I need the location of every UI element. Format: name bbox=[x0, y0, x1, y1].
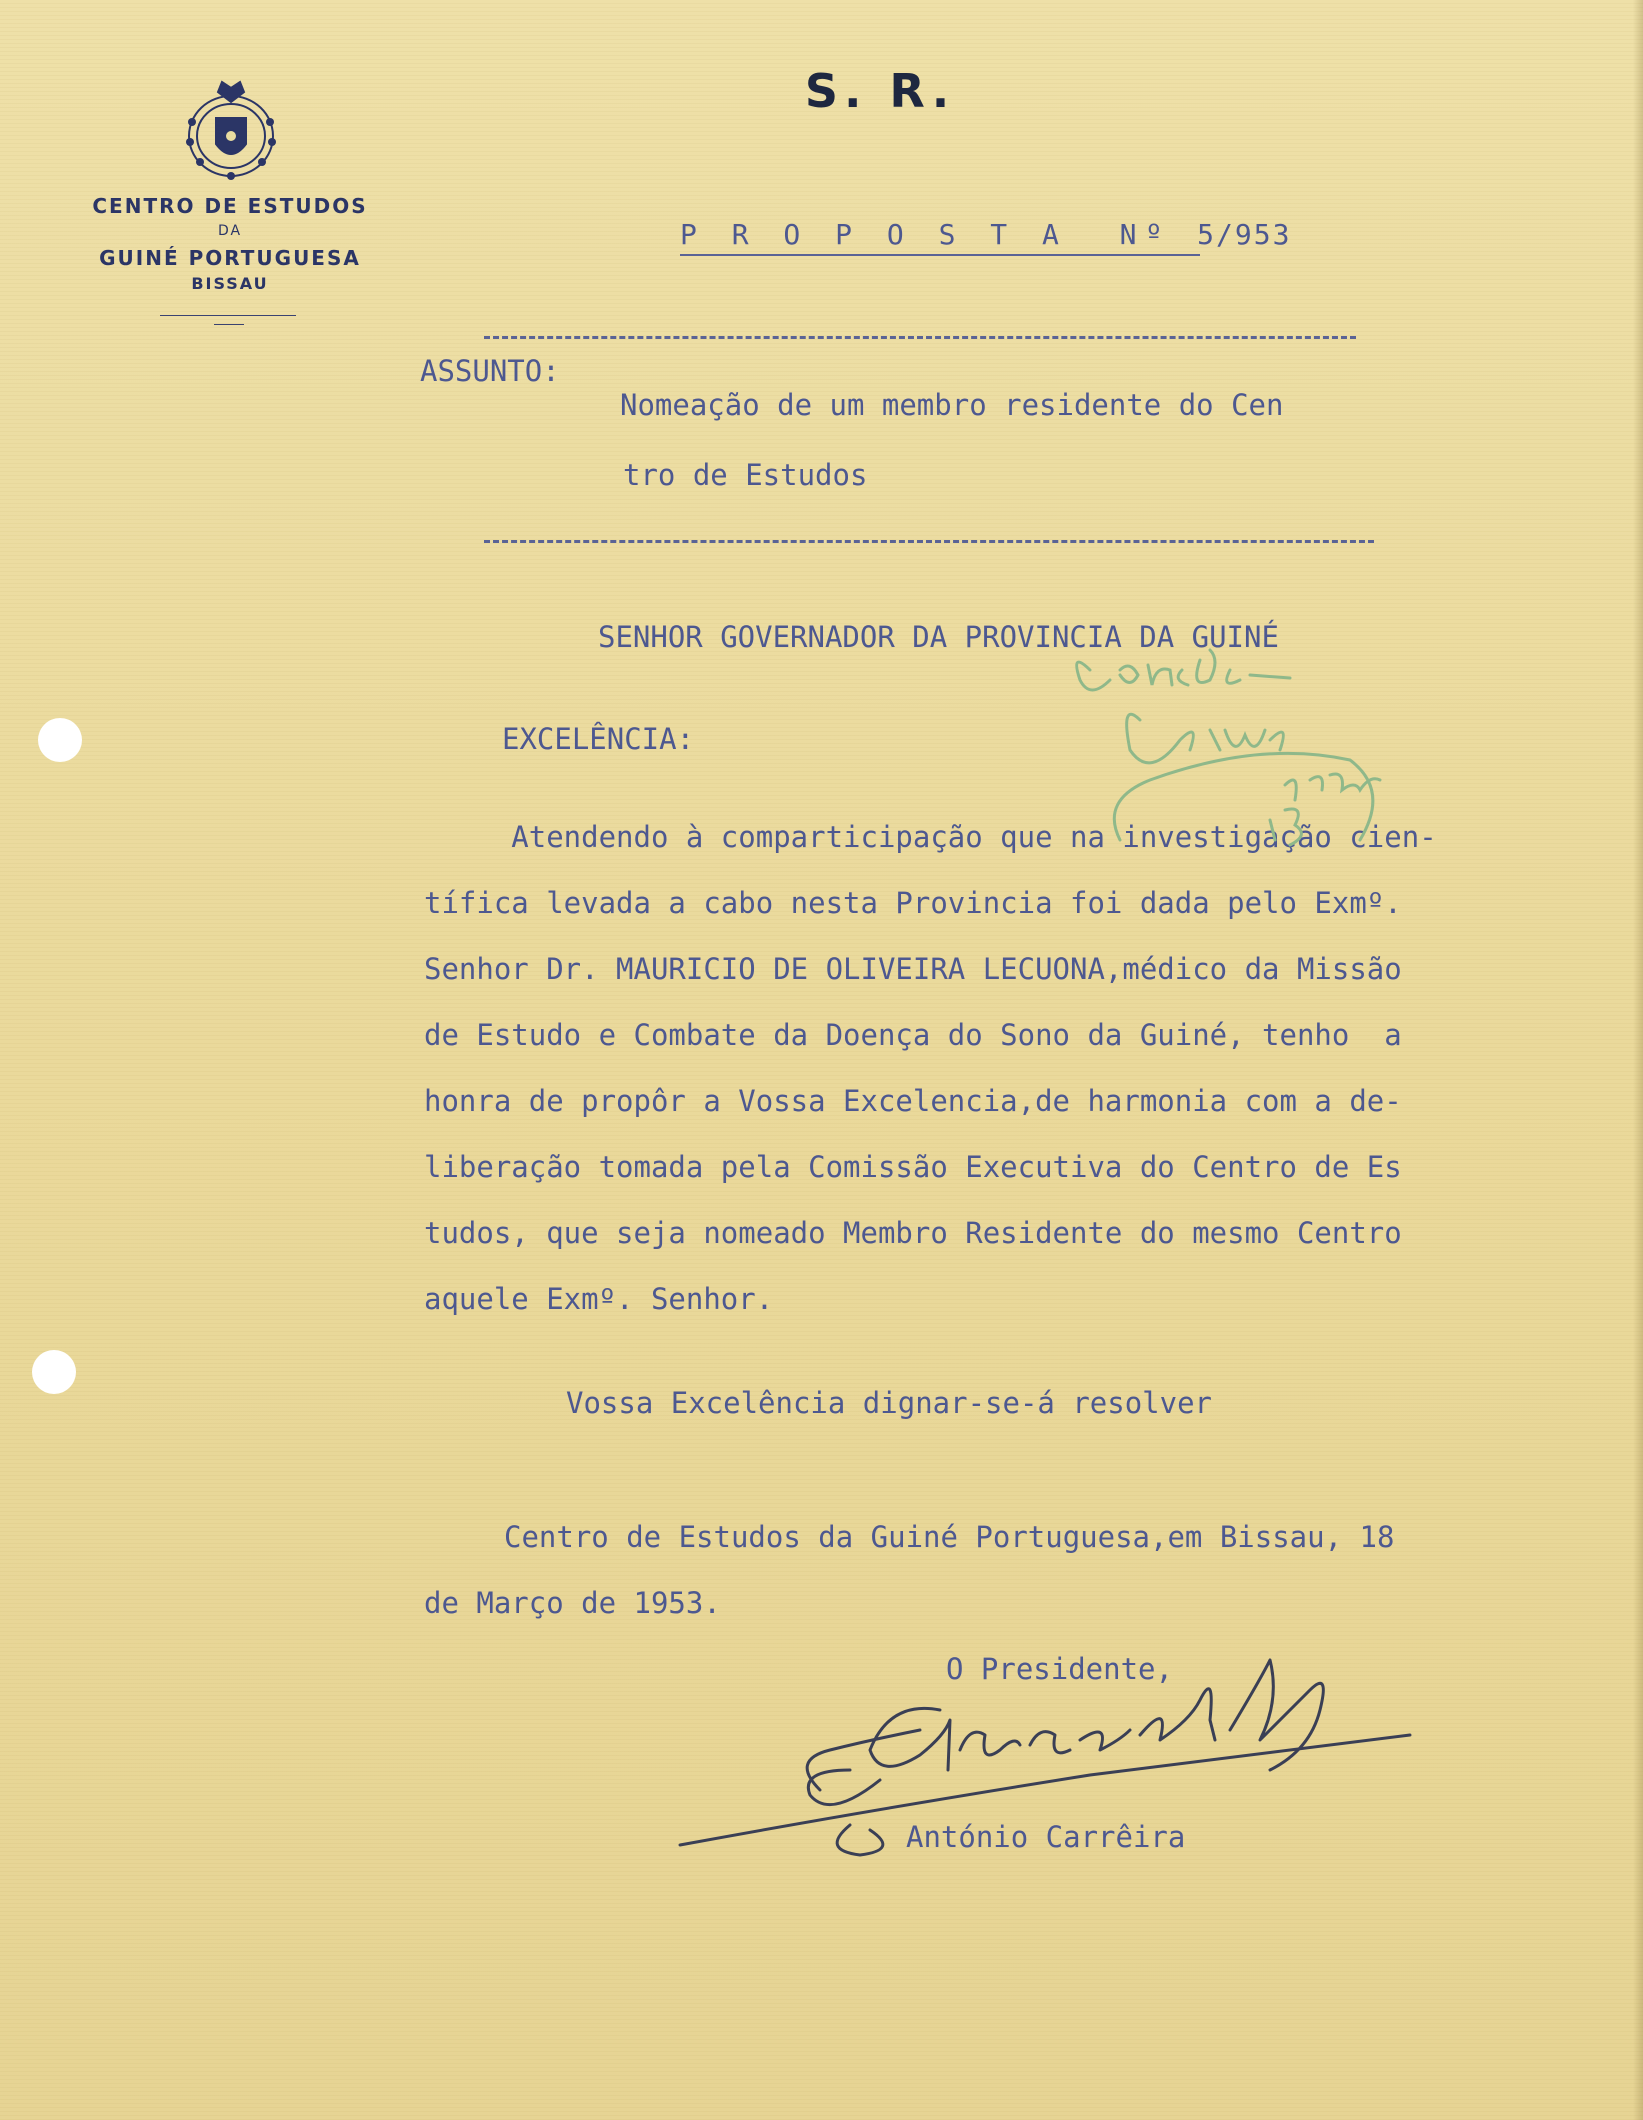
org-name-line1: CENTRO DE ESTUDOS bbox=[92, 194, 368, 218]
subject-label: ASSUNTO: bbox=[420, 354, 560, 388]
body-line: liberação tomada pela Comissão Executiva do Centro de Es bbox=[424, 1150, 1402, 1184]
signatory-name: António Carrêira bbox=[906, 1820, 1186, 1854]
org-name-line2: DA bbox=[217, 223, 243, 239]
subject-divider-top bbox=[484, 336, 1356, 339]
proposal-number: 5/953 bbox=[1197, 218, 1292, 251]
org-city: BISSAU bbox=[191, 274, 269, 293]
body-line: honra de propôr a Vossa Excelencia,de harmonia com a de- bbox=[424, 1084, 1402, 1118]
proposal-heading bbox=[680, 218, 1291, 252]
proposal-underline bbox=[680, 254, 1200, 256]
body-line: de Estudo e Combate da Doença do Sono da Guiné, tenho a bbox=[424, 1018, 1402, 1052]
closing-formula: Vossa Excelência dignar-se-á resolver bbox=[566, 1386, 1213, 1420]
body-line: Atendendo à comparticipação que na investigação cien- bbox=[424, 820, 1437, 854]
date-line: de Março de 1953. bbox=[424, 1586, 721, 1620]
salutation: EXCELÊNCIA: bbox=[502, 722, 695, 756]
punch-hole bbox=[32, 1350, 76, 1394]
place-line: Centro de Estudos da Guiné Portuguesa,em Bissau, 18 bbox=[504, 1520, 1395, 1554]
punch-hole bbox=[38, 718, 82, 762]
proposal-label: P R O P O S T A Nº bbox=[680, 218, 1172, 251]
body-line: tífica levada a cabo nesta Provincia foi dada pelo Exmº. bbox=[424, 886, 1402, 920]
classification-mark: S. R. bbox=[804, 64, 956, 118]
org-name-line3: GUINÉ PORTUGUESA bbox=[99, 246, 361, 270]
body-line: tudos, que seja nomeado Membro Residente do mesmo Centro bbox=[424, 1216, 1402, 1250]
subject-divider-bottom bbox=[484, 540, 1374, 543]
coat-of-arms-icon bbox=[178, 72, 284, 182]
letterhead-organization bbox=[60, 194, 400, 294]
letterhead-rule bbox=[160, 315, 296, 316]
body-line: aquele Exmº. Senhor. bbox=[424, 1282, 774, 1316]
subject-line-1: Nomeação de um membro residente do Cen bbox=[620, 388, 1284, 422]
signatory-title: O Presidente, bbox=[946, 1652, 1173, 1686]
addressee: SENHOR GOVERNADOR DA PROVINCIA DA GUINÉ bbox=[598, 620, 1279, 654]
letterhead-rule-short bbox=[214, 324, 244, 325]
handwritten-approval-note bbox=[1060, 640, 1420, 880]
subject-line-2: tro de Estudos bbox=[623, 458, 868, 492]
page-edge-shadow bbox=[1633, 0, 1643, 2120]
body-line: Senhor Dr. MAURICIO DE OLIVEIRA LECUONA,médico da Missão bbox=[424, 952, 1402, 986]
